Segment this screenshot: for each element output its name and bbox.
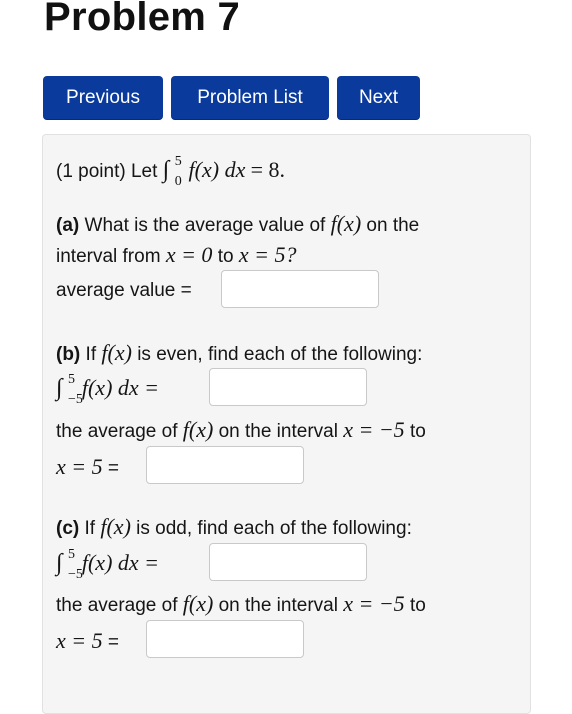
part-a-line-1 — [56, 212, 419, 238]
part-b-avg-line-1 — [56, 418, 426, 444]
part-c-integral — [56, 547, 159, 582]
part-c-avg-eq: = — [107, 632, 120, 653]
part-c-fx: f(x) — [100, 514, 131, 539]
average-value-input[interactable] — [221, 270, 379, 308]
part-b-avg-eq: = — [107, 458, 120, 479]
even-integral-input[interactable] — [209, 368, 367, 406]
previous-button[interactable]: Previous — [43, 76, 163, 120]
integral-symbol: ∫ 5 −5 — [56, 376, 63, 400]
part-c-avg-line-1 — [56, 592, 426, 618]
part-b-line-1 — [56, 341, 422, 367]
part-b-text-2: is even, find each of the following: — [137, 344, 423, 365]
part-a-text-2: on the — [366, 215, 420, 236]
part-c-avg-x2: x = 5 — [56, 628, 103, 653]
part-b-avg-text-1: the average of — [56, 421, 178, 442]
part-b-text-1: If — [85, 344, 97, 365]
part-c-text-2: is odd, find each of the following: — [136, 518, 412, 539]
part-c-avg-text-1: the average of — [56, 595, 178, 616]
part-b-avg-x1: x = −5 — [343, 417, 405, 442]
part-b-integrand: f(x) dx = — [81, 375, 159, 400]
part-a-answer-label: average value = — [56, 280, 192, 301]
part-b-fx: f(x) — [101, 340, 132, 365]
even-average-input[interactable] — [146, 446, 304, 484]
part-c-line-1 — [56, 515, 412, 541]
part-a-fx: f(x) — [330, 211, 362, 236]
part-b-avg-fx: f(x) — [182, 417, 214, 442]
part-b-label: (b) — [56, 344, 81, 365]
part-a-x5: x = 5? — [238, 242, 297, 267]
part-c-avg-fx: f(x) — [182, 591, 214, 616]
part-b-avg-text-3: to — [409, 421, 426, 442]
intro-value: = 8. — [250, 157, 286, 182]
part-c-avg-text-3: to — [409, 595, 426, 616]
integral-lower-limit: −5 — [68, 392, 83, 407]
problem-nav — [43, 76, 420, 120]
integral-upper-limit: 5 — [174, 154, 182, 169]
part-c-avg-x1: x = −5 — [343, 591, 405, 616]
integral-symbol: ∫ 5 −5 — [56, 551, 63, 575]
next-button[interactable]: Next — [337, 76, 420, 120]
problem-list-button[interactable]: Problem List — [171, 76, 329, 120]
part-b-integral — [56, 372, 159, 407]
integral-lower-limit: 0 — [174, 174, 182, 189]
part-a-line-2 — [56, 243, 296, 269]
intro-integrand: f(x) dx — [188, 157, 246, 182]
part-a-text-1: What is the average value of — [84, 215, 326, 236]
part-a-x0: x = 0 — [165, 242, 213, 267]
part-c-label: (c) — [56, 518, 80, 539]
part-a-text-4: to — [217, 246, 234, 267]
part-c-avg-line-2 — [56, 629, 119, 655]
integral-lower-limit: −5 — [68, 567, 83, 582]
integral-upper-limit: 5 — [68, 547, 75, 562]
page-title: Problem 7 — [44, 0, 241, 39]
odd-average-input[interactable] — [146, 620, 304, 658]
part-a-label: (a) — [56, 215, 80, 236]
part-c-text-1: If — [84, 518, 96, 539]
part-b-avg-x2: x = 5 — [56, 454, 103, 479]
problem-intro — [56, 154, 286, 189]
odd-integral-input[interactable] — [209, 543, 367, 581]
integral-upper-limit: 5 — [68, 372, 75, 387]
part-a-text-3: interval from — [56, 246, 161, 267]
integral-symbol: ∫ 5 0 — [163, 158, 170, 182]
intro-prefix: (1 point) Let — [56, 161, 158, 182]
part-c-integrand: f(x) dx = — [81, 550, 159, 575]
part-b-avg-line-2 — [56, 455, 119, 481]
part-b-avg-text-2: on the interval — [218, 421, 338, 442]
part-c-avg-text-2: on the interval — [218, 595, 338, 616]
